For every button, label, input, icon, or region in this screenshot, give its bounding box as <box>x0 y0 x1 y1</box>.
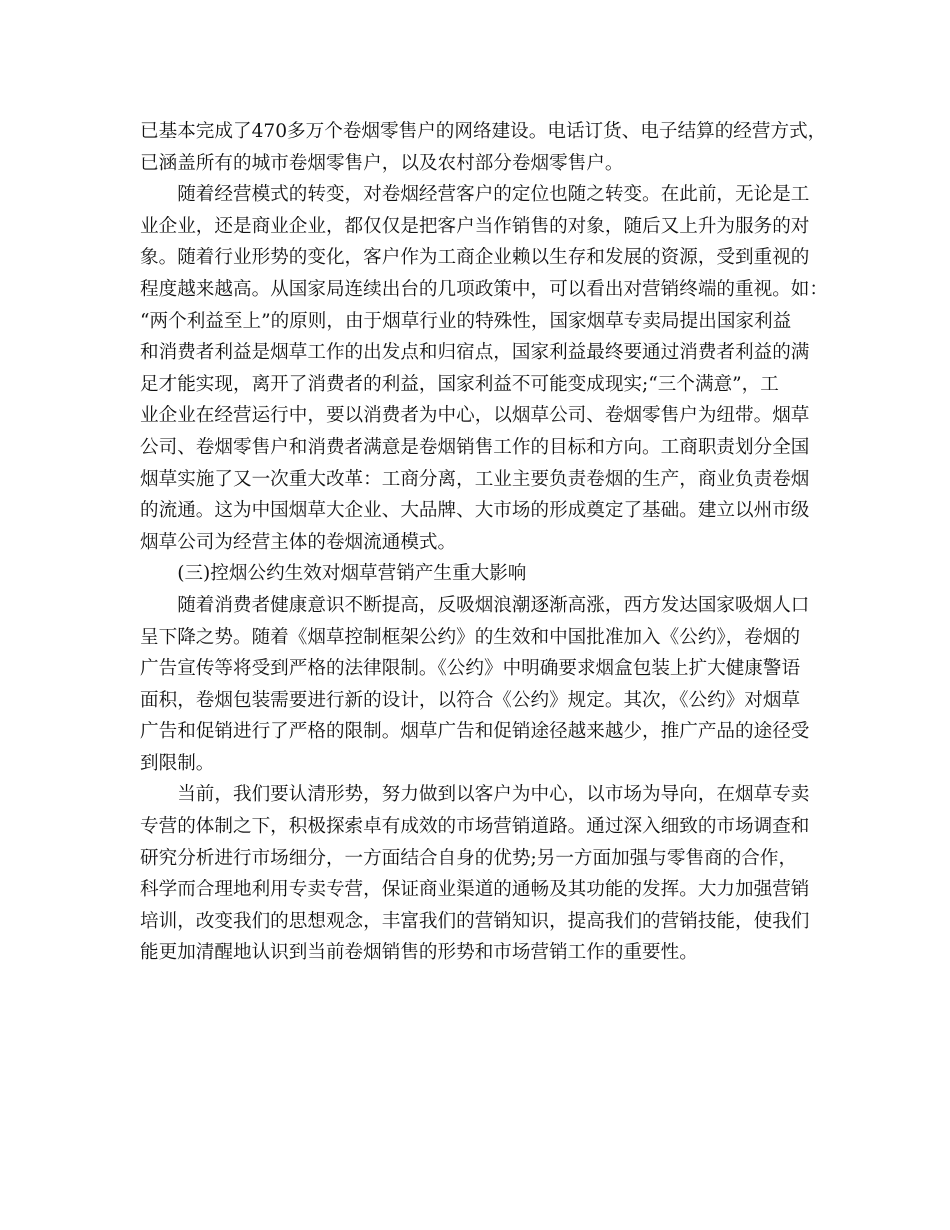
text-line: 广告和促销进行了严格的限制。烟草广告和促销途径越来越少，推广产品的途径受 <box>140 721 810 743</box>
text-line: 程度越来越高。从国家局连续出台的几项政策中，可以看出对营销终端的重视。如： <box>140 278 828 300</box>
text-line: 烟草实施了又一次重大改革：工商分离，工业主要负责卷烟的生产，商业负责卷烟 <box>140 468 810 490</box>
text-line: 随着消费者健康意识不断提高，反吸烟浪潮逐渐高涨，西方发达国家吸烟人口 <box>140 594 810 616</box>
text-line: 面积，卷烟包装需要进行新的设计，以符合《公约》规定。其次，《公约》对烟草 <box>140 689 801 711</box>
section-heading: (三)控烟公约生效对烟草营销产生重大影响 <box>140 563 527 585</box>
text-line: 和消费者利益是烟草工作的出发点和归宿点，国家利益最终要通过消费者利益的满 <box>140 342 810 364</box>
text-line: 广告宣传等将受到严格的法律限制。《公约》中明确要求烟盒包装上扩大健康警语 <box>140 658 801 680</box>
text-line: 呈下降之势。随着《烟草控制框架公约》的生效和中国批准加入《公约》，卷烟的 <box>140 626 801 648</box>
text-line: 随着经营模式的转变，对卷烟经营客户的定位也随之转变。在此前，无论是工 <box>140 184 810 206</box>
text-line: 能更加清醒地认识到当前卷烟销售的形势和市场营销工作的重要性。 <box>140 942 698 964</box>
text-line: 到限制。 <box>140 752 215 774</box>
text-line: 已基本完成了470多万个卷烟零售户的网络建设。电话订货、电子结算的经营方式， <box>140 121 827 142</box>
text-line: 足才能实现，离开了消费者的利益，国家利益不可能变成现实;“三个满意”，工 <box>140 373 779 395</box>
text-line: 烟草公司为经营主体的卷烟流通模式。 <box>140 531 457 553</box>
text-line: 业企业在经营运行中，要以消费者为中心，以烟草公司、卷烟零售户为纽带。烟草 <box>140 405 810 427</box>
text-line: 业企业，还是商业企业，都仅仅是把客户当作销售的对象，随后又上升为服务的对 <box>140 215 810 237</box>
body-text <box>140 116 828 969</box>
text-line: 的流通。这为中国烟草大企业、大品牌、大市场的形成奠定了基础。建立以州市级 <box>140 500 810 522</box>
text-line: 科学而合理地利用专卖专营，保证商业渠道的通畅及其功能的发挥。大力加强营销 <box>140 879 810 901</box>
text-line: 专营的体制之下，积极探索卓有成效的市场营销道路。通过深入细致的市场调查和 <box>140 816 810 838</box>
text-line: 已涵盖所有的城市卷烟零售户，以及农村部分卷烟零售户。 <box>140 152 624 174</box>
text-line: 培训，改变我们的思想观念，丰富我们的营销知识，提高我们的营销技能，使我们 <box>140 910 810 932</box>
text-line: “两个利益至上”的原则，由于烟草行业的特殊性，国家烟草专卖局提出国家利益 <box>140 310 792 332</box>
text-line: 公司、卷烟零售户和消费者满意是卷烟销售工作的目标和方向。工商职责划分全国 <box>140 436 810 458</box>
text-line: 象。随着行业形势的变化，客户作为工商企业赖以生存和发展的资源，受到重视的 <box>140 247 810 269</box>
text-line: 研究分析进行市场细分，一方面结合自身的优势;另一方面加强与零售商的合作， <box>140 847 798 869</box>
text-line: 当前，我们要认清形势，努力做到以客户为中心，以市场为导向，在烟草专卖 <box>140 784 810 806</box>
